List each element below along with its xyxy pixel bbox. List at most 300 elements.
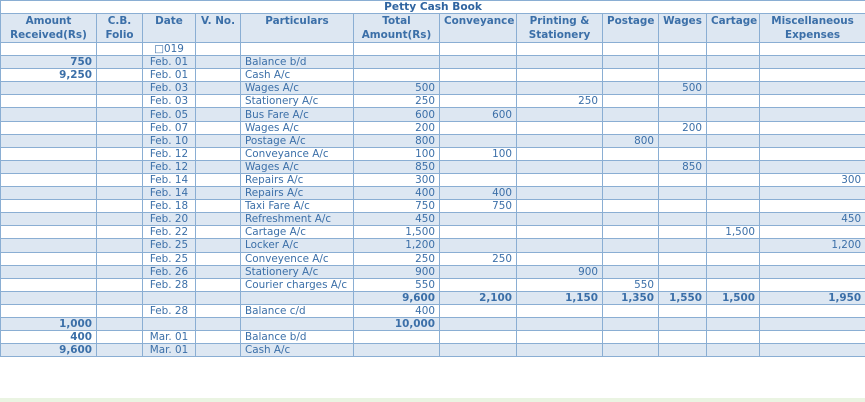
miscellaneous-cell[interactable] <box>760 95 865 108</box>
conveyance-cell[interactable] <box>440 69 517 82</box>
cb-folio-cell[interactable] <box>97 213 143 226</box>
printing-stationery-cell[interactable] <box>517 173 603 186</box>
voucher-no-cell[interactable] <box>196 43 241 56</box>
voucher-no-cell[interactable] <box>196 226 241 239</box>
voucher-no-cell[interactable] <box>196 304 241 317</box>
cartage-cell[interactable] <box>707 121 760 134</box>
printing-stationery-cell[interactable] <box>517 252 603 265</box>
header-wages: Wages <box>659 14 707 43</box>
wages-cell[interactable] <box>659 331 707 344</box>
printing-stationery-cell[interactable] <box>517 69 603 82</box>
conveyance-cell[interactable]: 250 <box>440 252 517 265</box>
conveyance-cell[interactable] <box>440 56 517 69</box>
cartage-cell[interactable] <box>707 278 760 291</box>
postage-cell[interactable] <box>603 56 659 69</box>
postage-cell[interactable] <box>603 213 659 226</box>
wages-cell[interactable] <box>659 344 707 357</box>
miscellaneous-cell[interactable]: 300 <box>760 173 865 186</box>
total-amount-cell[interactable]: 900 <box>354 265 440 278</box>
miscellaneous-cell[interactable] <box>760 317 865 330</box>
total-amount-cell[interactable]: 200 <box>354 121 440 134</box>
cartage-cell[interactable] <box>707 213 760 226</box>
cartage-cell[interactable] <box>707 69 760 82</box>
wages-cell[interactable] <box>659 304 707 317</box>
miscellaneous-cell[interactable] <box>760 82 865 95</box>
amount-received-cell[interactable]: 9,250 <box>1 69 97 82</box>
cartage-cell[interactable] <box>707 147 760 160</box>
cb-folio-cell[interactable] <box>97 304 143 317</box>
printing-stationery-cell[interactable] <box>517 43 603 56</box>
postage-cell[interactable] <box>603 331 659 344</box>
voucher-no-cell[interactable] <box>196 147 241 160</box>
printing-stationery-cell[interactable] <box>517 213 603 226</box>
miscellaneous-cell[interactable] <box>760 331 865 344</box>
table-row <box>1 108 865 121</box>
particulars-cell[interactable]: Conveyance A/c <box>241 147 354 160</box>
date-cell[interactable]: Feb. 12 <box>143 160 196 173</box>
miscellaneous-cell[interactable] <box>760 56 865 69</box>
table-row <box>1 187 865 200</box>
header-miscellaneous: Miscellaneous Expenses <box>760 14 865 43</box>
conveyance-cell[interactable] <box>440 213 517 226</box>
postage-cell[interactable] <box>603 82 659 95</box>
amount-received-cell[interactable] <box>1 121 97 134</box>
cartage-cell[interactable] <box>707 331 760 344</box>
table-row <box>1 160 865 173</box>
cb-folio-cell[interactable] <box>97 160 143 173</box>
total-amount-cell[interactable]: 750 <box>354 200 440 213</box>
amount-received-cell[interactable]: 1,000 <box>1 317 97 330</box>
wages-cell[interactable] <box>659 69 707 82</box>
total-amount-cell[interactable]: 500 <box>354 82 440 95</box>
cb-folio-cell[interactable] <box>97 147 143 160</box>
conveyance-cell[interactable] <box>440 344 517 357</box>
date-cell[interactable]: Feb. 28 <box>143 304 196 317</box>
amount-received-cell[interactable]: 400 <box>1 331 97 344</box>
voucher-no-cell[interactable] <box>196 344 241 357</box>
date-cell[interactable]: Feb. 01 <box>143 69 196 82</box>
cartage-cell[interactable] <box>707 82 760 95</box>
miscellaneous-cell[interactable] <box>760 187 865 200</box>
total-amount-cell[interactable]: 10,000 <box>354 317 440 330</box>
postage-cell[interactable] <box>603 226 659 239</box>
printing-stationery-cell[interactable]: 900 <box>517 265 603 278</box>
postage-cell[interactable] <box>603 95 659 108</box>
cb-folio-cell[interactable] <box>97 265 143 278</box>
amount-received-cell[interactable] <box>1 95 97 108</box>
cartage-cell[interactable]: 1,500 <box>707 226 760 239</box>
particulars-cell[interactable]: Wages A/c <box>241 121 354 134</box>
voucher-no-cell[interactable] <box>196 121 241 134</box>
conveyance-cell[interactable] <box>440 134 517 147</box>
wages-cell[interactable] <box>659 173 707 186</box>
wages-cell[interactable] <box>659 200 707 213</box>
date-cell[interactable]: Feb. 14 <box>143 173 196 186</box>
cartage-cell[interactable] <box>707 160 760 173</box>
cartage-cell[interactable] <box>707 344 760 357</box>
total-amount-cell[interactable] <box>354 344 440 357</box>
total-amount-cell[interactable]: 9,600 <box>354 291 440 304</box>
conveyance-cell[interactable] <box>440 265 517 278</box>
total-amount-cell[interactable]: 550 <box>354 278 440 291</box>
cartage-cell[interactable]: 1,500 <box>707 291 760 304</box>
printing-stationery-cell[interactable]: 1,150 <box>517 291 603 304</box>
postage-cell[interactable] <box>603 69 659 82</box>
date-cell[interactable]: Mar. 01 <box>143 331 196 344</box>
wages-cell[interactable] <box>659 226 707 239</box>
cartage-cell[interactable] <box>707 239 760 252</box>
postage-cell[interactable] <box>603 173 659 186</box>
date-cell[interactable]: Mar. 01 <box>143 344 196 357</box>
table-row <box>1 239 865 252</box>
printing-stationery-cell[interactable] <box>517 344 603 357</box>
cb-folio-cell[interactable] <box>97 82 143 95</box>
total-amount-cell[interactable] <box>354 56 440 69</box>
cartage-cell[interactable] <box>707 173 760 186</box>
table-row <box>1 331 865 344</box>
amount-received-cell[interactable] <box>1 213 97 226</box>
miscellaneous-cell[interactable] <box>760 43 865 56</box>
postage-cell[interactable] <box>603 187 659 200</box>
conveyance-cell[interactable] <box>440 82 517 95</box>
total-amount-cell[interactable]: 450 <box>354 213 440 226</box>
date-cell[interactable]: Feb. 10 <box>143 134 196 147</box>
conveyance-cell[interactable] <box>440 226 517 239</box>
printing-stationery-cell[interactable] <box>517 331 603 344</box>
cb-folio-cell[interactable] <box>97 187 143 200</box>
printing-stationery-cell[interactable] <box>517 82 603 95</box>
miscellaneous-cell[interactable] <box>760 265 865 278</box>
particulars-cell[interactable]: Conveyence A/c <box>241 252 354 265</box>
wages-cell[interactable] <box>659 43 707 56</box>
particulars-cell[interactable] <box>241 291 354 304</box>
particulars-cell[interactable]: Cartage A/c <box>241 226 354 239</box>
conveyance-cell[interactable] <box>440 95 517 108</box>
wages-cell[interactable] <box>659 239 707 252</box>
voucher-no-cell[interactable] <box>196 187 241 200</box>
postage-cell[interactable] <box>603 239 659 252</box>
postage-cell[interactable] <box>603 200 659 213</box>
wages-cell[interactable] <box>659 134 707 147</box>
printing-stationery-cell[interactable] <box>517 187 603 200</box>
voucher-no-cell[interactable] <box>196 69 241 82</box>
cartage-cell[interactable] <box>707 95 760 108</box>
cb-folio-cell[interactable] <box>97 317 143 330</box>
total-amount-cell[interactable]: 250 <box>354 95 440 108</box>
conveyance-cell[interactable] <box>440 239 517 252</box>
wages-cell[interactable] <box>659 108 707 121</box>
cb-folio-cell[interactable] <box>97 173 143 186</box>
date-cell[interactable]: Feb. 14 <box>143 187 196 200</box>
particulars-cell[interactable] <box>241 43 354 56</box>
total-amount-cell[interactable] <box>354 69 440 82</box>
miscellaneous-cell[interactable] <box>760 226 865 239</box>
miscellaneous-cell[interactable] <box>760 200 865 213</box>
particulars-cell[interactable]: Repairs A/c <box>241 187 354 200</box>
voucher-no-cell[interactable] <box>196 173 241 186</box>
date-cell[interactable]: Feb. 03 <box>143 82 196 95</box>
postage-cell[interactable] <box>603 252 659 265</box>
particulars-cell[interactable]: Wages A/c <box>241 82 354 95</box>
total-amount-cell[interactable]: 1,200 <box>354 239 440 252</box>
wages-cell[interactable]: 500 <box>659 82 707 95</box>
printing-stationery-cell[interactable] <box>517 239 603 252</box>
cartage-cell[interactable] <box>707 252 760 265</box>
cartage-cell[interactable] <box>707 317 760 330</box>
total-amount-cell[interactable]: 250 <box>354 252 440 265</box>
conveyance-cell[interactable] <box>440 160 517 173</box>
amount-received-cell[interactable] <box>1 160 97 173</box>
cb-folio-cell[interactable] <box>97 43 143 56</box>
cartage-cell[interactable] <box>707 187 760 200</box>
cb-folio-cell[interactable] <box>97 56 143 69</box>
printing-stationery-cell[interactable] <box>517 134 603 147</box>
conveyance-cell[interactable] <box>440 278 517 291</box>
conveyance-cell[interactable]: 2,100 <box>440 291 517 304</box>
cartage-cell[interactable] <box>707 134 760 147</box>
miscellaneous-cell[interactable] <box>760 278 865 291</box>
date-cell[interactable] <box>143 291 196 304</box>
miscellaneous-cell[interactable] <box>760 344 865 357</box>
particulars-cell[interactable]: Courier charges A/c <box>241 278 354 291</box>
total-amount-cell[interactable]: 400 <box>354 187 440 200</box>
voucher-no-cell[interactable] <box>196 160 241 173</box>
conveyance-cell[interactable] <box>440 331 517 344</box>
total-amount-cell[interactable] <box>354 331 440 344</box>
voucher-no-cell[interactable] <box>196 108 241 121</box>
printing-stationery-cell[interactable] <box>517 56 603 69</box>
voucher-no-cell[interactable] <box>196 82 241 95</box>
amount-received-cell[interactable]: 750 <box>1 56 97 69</box>
amount-received-cell[interactable] <box>1 265 97 278</box>
printing-stationery-cell[interactable] <box>517 121 603 134</box>
voucher-no-cell[interactable] <box>196 265 241 278</box>
cb-folio-cell[interactable] <box>97 252 143 265</box>
particulars-cell[interactable]: Refreshment A/c <box>241 213 354 226</box>
date-cell[interactable]: Feb. 12 <box>143 147 196 160</box>
miscellaneous-cell[interactable]: 450 <box>760 213 865 226</box>
total-amount-cell[interactable]: 1,500 <box>354 226 440 239</box>
miscellaneous-cell[interactable] <box>760 147 865 160</box>
printing-stationery-cell[interactable] <box>517 200 603 213</box>
postage-cell[interactable] <box>603 317 659 330</box>
conveyance-cell[interactable]: 100 <box>440 147 517 160</box>
table-row <box>1 278 865 291</box>
miscellaneous-cell[interactable] <box>760 121 865 134</box>
cb-folio-cell[interactable] <box>97 291 143 304</box>
total-amount-cell[interactable]: 800 <box>354 134 440 147</box>
cartage-cell[interactable] <box>707 108 760 121</box>
cb-folio-cell[interactable] <box>97 69 143 82</box>
cb-folio-cell[interactable] <box>97 121 143 134</box>
voucher-no-cell[interactable] <box>196 331 241 344</box>
cb-folio-cell[interactable] <box>97 108 143 121</box>
particulars-cell[interactable]: Locker A/c <box>241 239 354 252</box>
date-cell[interactable]: Feb. 25 <box>143 239 196 252</box>
header-printing-stationery: Printing & Stationery <box>517 14 603 43</box>
particulars-cell[interactable]: Taxi Fare A/c <box>241 200 354 213</box>
total-amount-cell[interactable]: 850 <box>354 160 440 173</box>
voucher-no-cell[interactable] <box>196 56 241 69</box>
miscellaneous-cell[interactable] <box>760 69 865 82</box>
printing-stationery-cell[interactable] <box>517 226 603 239</box>
conveyance-cell[interactable] <box>440 304 517 317</box>
amount-received-cell[interactable] <box>1 82 97 95</box>
conveyance-cell[interactable]: 750 <box>440 200 517 213</box>
particulars-cell[interactable]: Cash A/c <box>241 344 354 357</box>
table-row <box>1 56 865 69</box>
particulars-cell[interactable]: Stationery A/c <box>241 265 354 278</box>
postage-cell[interactable] <box>603 344 659 357</box>
miscellaneous-cell[interactable] <box>760 304 865 317</box>
voucher-no-cell[interactable] <box>196 213 241 226</box>
postage-cell[interactable] <box>603 108 659 121</box>
postage-cell[interactable]: 550 <box>603 278 659 291</box>
amount-received-cell[interactable] <box>1 134 97 147</box>
printing-stationery-cell[interactable] <box>517 147 603 160</box>
particulars-cell[interactable]: Cash A/c <box>241 69 354 82</box>
cartage-cell[interactable] <box>707 304 760 317</box>
table-row <box>1 82 865 95</box>
date-cell[interactable]: Feb. 07 <box>143 121 196 134</box>
printing-stationery-cell[interactable] <box>517 278 603 291</box>
cartage-cell[interactable] <box>707 200 760 213</box>
date-cell[interactable]: Feb. 03 <box>143 95 196 108</box>
miscellaneous-cell[interactable] <box>760 252 865 265</box>
postage-cell[interactable] <box>603 43 659 56</box>
date-cell[interactable]: Feb. 05 <box>143 108 196 121</box>
date-cell[interactable]: Feb. 25 <box>143 252 196 265</box>
wages-cell[interactable] <box>659 278 707 291</box>
total-amount-cell[interactable]: 600 <box>354 108 440 121</box>
miscellaneous-cell[interactable] <box>760 160 865 173</box>
conveyance-cell[interactable] <box>440 173 517 186</box>
postage-cell[interactable] <box>603 121 659 134</box>
amount-received-cell[interactable]: 9,600 <box>1 344 97 357</box>
conveyance-cell[interactable] <box>440 121 517 134</box>
cb-folio-cell[interactable] <box>97 344 143 357</box>
date-cell[interactable]: □019 <box>143 43 196 56</box>
total-amount-cell[interactable]: 100 <box>354 147 440 160</box>
amount-received-cell[interactable] <box>1 226 97 239</box>
date-cell[interactable]: Feb. 18 <box>143 200 196 213</box>
wages-cell[interactable]: 1,550 <box>659 291 707 304</box>
cb-folio-cell[interactable] <box>97 134 143 147</box>
conveyance-cell[interactable] <box>440 43 517 56</box>
miscellaneous-cell[interactable] <box>760 108 865 121</box>
wages-cell[interactable] <box>659 147 707 160</box>
amount-received-cell[interactable] <box>1 43 97 56</box>
amount-received-cell[interactable] <box>1 173 97 186</box>
amount-received-cell[interactable] <box>1 291 97 304</box>
voucher-no-cell[interactable] <box>196 200 241 213</box>
printing-stationery-cell[interactable] <box>517 304 603 317</box>
postage-cell[interactable]: 800 <box>603 134 659 147</box>
wages-cell[interactable] <box>659 213 707 226</box>
printing-stationery-cell[interactable]: 250 <box>517 95 603 108</box>
miscellaneous-cell[interactable]: 1,200 <box>760 239 865 252</box>
cartage-cell[interactable] <box>707 56 760 69</box>
miscellaneous-cell[interactable] <box>760 134 865 147</box>
date-cell[interactable] <box>143 317 196 330</box>
cb-folio-cell[interactable] <box>97 95 143 108</box>
amount-received-cell[interactable] <box>1 304 97 317</box>
voucher-no-cell[interactable] <box>196 252 241 265</box>
postage-cell[interactable] <box>603 304 659 317</box>
wages-cell[interactable] <box>659 95 707 108</box>
wages-cell[interactable]: 850 <box>659 160 707 173</box>
wages-cell[interactable] <box>659 317 707 330</box>
cb-folio-cell[interactable] <box>97 278 143 291</box>
particulars-cell[interactable] <box>241 317 354 330</box>
printing-stationery-cell[interactable] <box>517 108 603 121</box>
voucher-no-cell[interactable] <box>196 239 241 252</box>
date-cell[interactable]: Feb. 01 <box>143 56 196 69</box>
postage-cell[interactable] <box>603 147 659 160</box>
cb-folio-cell[interactable] <box>97 226 143 239</box>
wages-cell[interactable] <box>659 252 707 265</box>
amount-received-cell[interactable] <box>1 200 97 213</box>
voucher-no-cell[interactable] <box>196 278 241 291</box>
date-cell[interactable]: Feb. 20 <box>143 213 196 226</box>
table-row <box>1 252 865 265</box>
particulars-cell[interactable]: Balance b/d <box>241 331 354 344</box>
cb-folio-cell[interactable] <box>97 331 143 344</box>
amount-received-cell[interactable] <box>1 239 97 252</box>
voucher-no-cell[interactable] <box>196 134 241 147</box>
wages-cell[interactable] <box>659 187 707 200</box>
amount-received-cell[interactable] <box>1 147 97 160</box>
postage-cell[interactable] <box>603 160 659 173</box>
particulars-cell[interactable]: Postage A/c <box>241 134 354 147</box>
particulars-cell[interactable]: Bus Fare A/c <box>241 108 354 121</box>
total-amount-cell[interactable]: 400 <box>354 304 440 317</box>
conveyance-cell[interactable] <box>440 317 517 330</box>
date-cell[interactable]: Feb. 22 <box>143 226 196 239</box>
amount-received-cell[interactable] <box>1 278 97 291</box>
date-cell[interactable]: Feb. 28 <box>143 278 196 291</box>
wages-cell[interactable] <box>659 56 707 69</box>
cartage-cell[interactable] <box>707 265 760 278</box>
printing-stationery-cell[interactable] <box>517 160 603 173</box>
total-amount-cell[interactable] <box>354 43 440 56</box>
miscellaneous-cell[interactable]: 1,950 <box>760 291 865 304</box>
particulars-cell[interactable]: Balance c/d <box>241 304 354 317</box>
total-amount-cell[interactable]: 300 <box>354 173 440 186</box>
amount-received-cell[interactable] <box>1 108 97 121</box>
date-cell[interactable]: Feb. 26 <box>143 265 196 278</box>
cb-folio-cell[interactable] <box>97 239 143 252</box>
wages-cell[interactable]: 200 <box>659 121 707 134</box>
postage-cell[interactable] <box>603 265 659 278</box>
wages-cell[interactable] <box>659 265 707 278</box>
printing-stationery-cell[interactable] <box>517 317 603 330</box>
cb-folio-cell[interactable] <box>97 200 143 213</box>
conveyance-cell[interactable]: 600 <box>440 108 517 121</box>
voucher-no-cell[interactable] <box>196 291 241 304</box>
amount-received-cell[interactable] <box>1 187 97 200</box>
cartage-cell[interactable] <box>707 43 760 56</box>
particulars-cell[interactable]: Wages A/c <box>241 160 354 173</box>
postage-cell[interactable]: 1,350 <box>603 291 659 304</box>
particulars-cell[interactable]: Repairs A/c <box>241 173 354 186</box>
voucher-no-cell[interactable] <box>196 95 241 108</box>
voucher-no-cell[interactable] <box>196 317 241 330</box>
particulars-cell[interactable]: Balance b/d <box>241 56 354 69</box>
amount-received-cell[interactable] <box>1 252 97 265</box>
particulars-cell[interactable]: Stationery A/c <box>241 95 354 108</box>
conveyance-cell[interactable]: 400 <box>440 187 517 200</box>
